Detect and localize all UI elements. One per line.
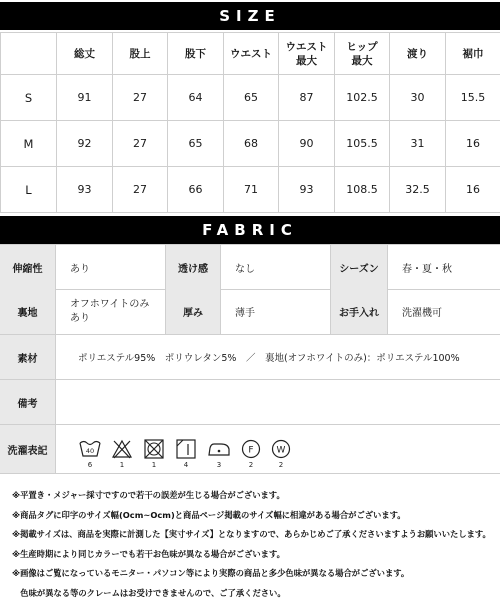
care-code: 2 xyxy=(279,461,283,469)
size-row-m xyxy=(1,121,500,167)
dry-clean-f-icon xyxy=(240,438,262,469)
remarks-value xyxy=(55,380,500,424)
size-value: 27 xyxy=(113,75,168,121)
size-value: 16 xyxy=(446,167,500,213)
size-value: 27 xyxy=(113,167,168,213)
fabric-section-title: FABRIC xyxy=(0,216,500,244)
size-value: 90 xyxy=(279,121,335,167)
care-code: 3 xyxy=(217,461,221,469)
fabric-row-material xyxy=(0,335,500,380)
size-value: 66 xyxy=(168,167,224,213)
fabric-row-lining xyxy=(0,289,500,335)
size-value: 87 xyxy=(279,75,335,121)
care-code: 2 xyxy=(249,461,253,469)
note-line: 色味が異なる等のクレームはお受けできませんので、ご了承ください。 xyxy=(12,584,492,604)
size-value: 93 xyxy=(279,167,335,213)
washtub-40-icon xyxy=(78,438,102,469)
iron-low-icon xyxy=(206,438,232,469)
line-dry-icon xyxy=(174,438,198,469)
care-value: 洗濯機可 xyxy=(387,289,500,334)
care-label: お手入れ xyxy=(330,289,387,334)
note-line: ※商品タグに印字のサイズ幅(Ocm~Ocm)と商品ページ掲載のサイズ幅に相違がある場合がございます。 xyxy=(12,506,492,526)
size-value: 30 xyxy=(390,75,446,121)
care-code: 1 xyxy=(120,461,124,469)
material-value: ポリエステル95% ポリウレタン5% ／ 裏地(オフホワイトのみ)：ポリエステル100% xyxy=(55,335,500,379)
col-hem-width: 裾巾 xyxy=(446,33,500,75)
size-row-s xyxy=(1,75,500,121)
care-code: 6 xyxy=(88,461,92,469)
col-waist-max: ウエスト 最大 xyxy=(279,33,335,75)
sheer-label: 透け感 xyxy=(165,245,220,289)
fabric-table xyxy=(0,244,500,475)
note-line: ※平置き・メジャー採寸ですので若干の誤差が生じる場合がございます。 xyxy=(12,486,492,506)
season-value: 春・夏・秋 xyxy=(387,245,500,289)
size-section-title: SIZE xyxy=(0,2,500,30)
size-value: 102.5 xyxy=(335,75,390,121)
size-value: 108.5 xyxy=(335,167,390,213)
svg-text:W: W xyxy=(277,446,286,456)
svg-text:40: 40 xyxy=(86,447,94,455)
wet-clean-w-icon xyxy=(270,438,292,469)
remarks-label: 備考 xyxy=(0,380,55,424)
no-bleach-icon xyxy=(110,438,134,469)
size-value: 68 xyxy=(224,121,279,167)
stretch-label: 伸縮性 xyxy=(0,245,55,289)
fabric-row-laundry xyxy=(0,425,500,474)
lining-value: オフホワイトのみ あり xyxy=(55,289,165,334)
size-value: 27 xyxy=(113,121,168,167)
thickness-value: 薄手 xyxy=(220,289,330,334)
size-value: 15.5 xyxy=(446,75,500,121)
size-header-row xyxy=(1,33,500,75)
size-table xyxy=(0,32,500,213)
size-value: 65 xyxy=(224,75,279,121)
col-hip-max: ヒップ 最大 xyxy=(335,33,390,75)
size-value: 31 xyxy=(390,121,446,167)
size-value: 93 xyxy=(57,167,113,213)
fabric-row-remarks xyxy=(0,380,500,425)
note-line: ※生産時期により同じカラーでも若干お色味が異なる場合がございます。 xyxy=(12,545,492,565)
notes-list xyxy=(12,486,492,604)
size-value: 32.5 xyxy=(390,167,446,213)
size-value: 92 xyxy=(57,121,113,167)
size-value: 16 xyxy=(446,121,500,167)
no-tumble-dry-icon xyxy=(142,438,166,469)
thickness-label: 厚み xyxy=(165,289,220,334)
size-label: S xyxy=(1,75,57,121)
laundry-label: 洗濯表記 xyxy=(0,425,55,473)
size-value: 91 xyxy=(57,75,113,121)
sheer-value: なし xyxy=(220,245,330,289)
size-label: L xyxy=(1,167,57,213)
season-label: シーズン xyxy=(330,245,387,289)
material-label: 素材 xyxy=(0,335,55,379)
col-total-length: 総丈 xyxy=(57,33,113,75)
stretch-value: あり xyxy=(55,245,165,289)
care-code: 1 xyxy=(152,461,156,469)
size-row-l xyxy=(1,167,500,213)
size-label: M xyxy=(1,121,57,167)
size-corner-cell xyxy=(1,33,57,75)
col-inseam: 股下 xyxy=(168,33,224,75)
col-waist: ウエスト xyxy=(224,33,279,75)
size-value: 65 xyxy=(168,121,224,167)
size-value: 71 xyxy=(224,167,279,213)
svg-text:F: F xyxy=(248,446,253,456)
col-rise: 股上 xyxy=(113,33,168,75)
size-value: 105.5 xyxy=(335,121,390,167)
laundry-symbols xyxy=(55,425,500,473)
care-code: 4 xyxy=(184,461,188,469)
lining-label: 裏地 xyxy=(0,289,55,334)
size-value: 64 xyxy=(168,75,224,121)
fabric-row-stretch xyxy=(0,244,500,290)
note-line: ※掲載サイズは、商品を実際に計測した【実寸サイズ】となりますので、あらかじめご了承くださいますようお願いいたします。 xyxy=(12,525,492,545)
col-thigh: 渡り xyxy=(390,33,446,75)
note-line: ※画像はご覧になっているモニター・パソコン等により実際の商品と多少色味が異なる場合がございます。 xyxy=(12,564,492,584)
